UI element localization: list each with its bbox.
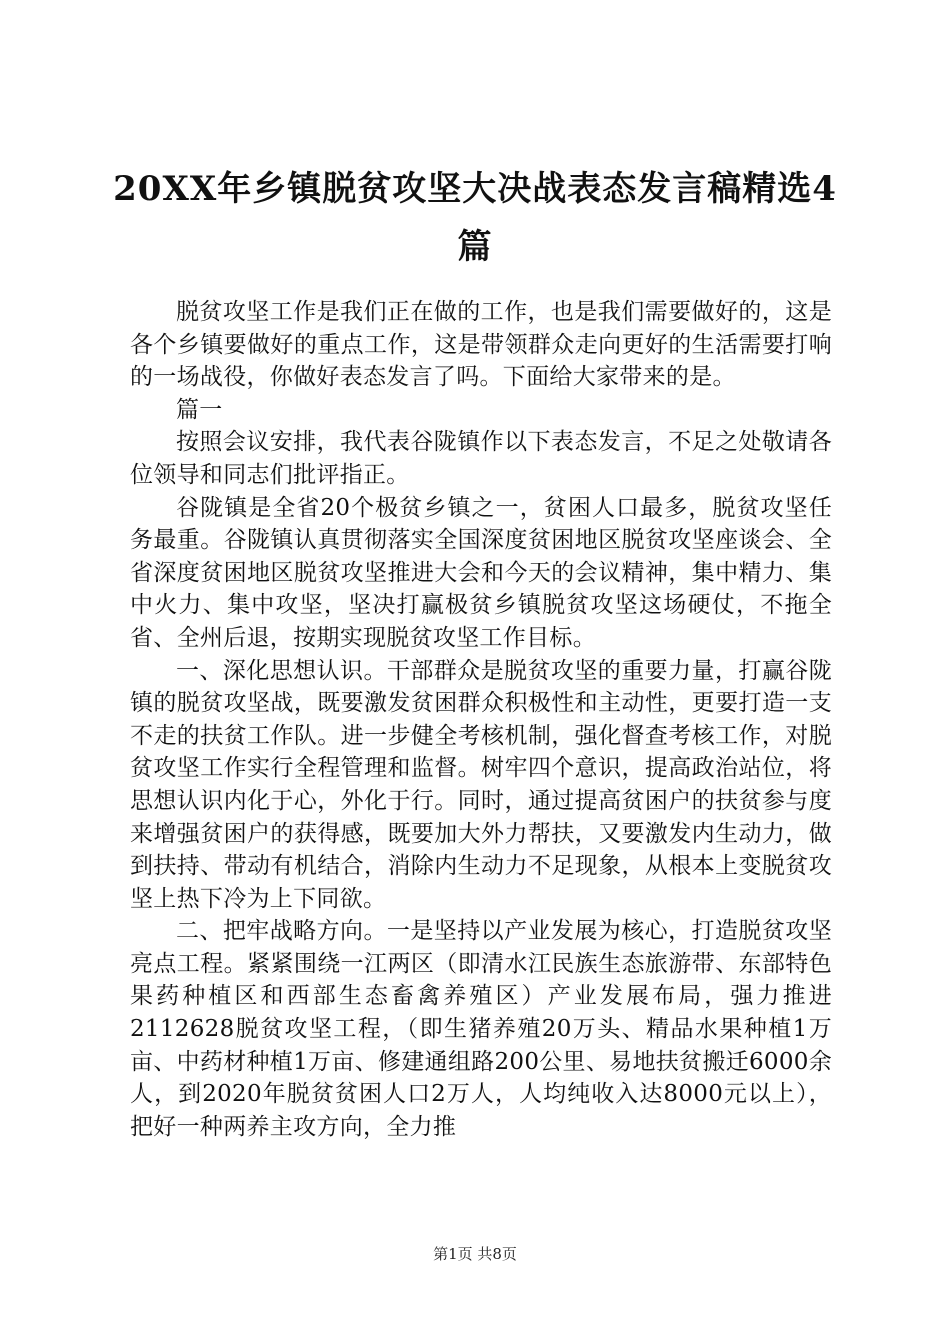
document-body <box>130 296 832 1143</box>
paragraph-opening: 按照会议安排，我代表谷陇镇作以下表态发言，不足之处敬请各位领导和同志们批评指正。 <box>130 429 832 488</box>
paragraph-section-heading: 篇一 <box>176 396 223 423</box>
paragraph-background: 谷陇镇是全省20个极贫乡镇之一，贫困人口最多，脱贫攻坚任务最重。谷陇镇认真贯彻落实全国深度贫困地区脱贫攻坚座谈会、全省深度贫困地区脱贫攻坚推进大会和今天的会议精神，集中精力、集中火力、集中攻坚，坚决打赢极贫乡镇脱贫攻坚这场硬仗，不拖全省、全州后退，按期实现脱贫攻坚工作目标。 <box>130 494 832 651</box>
paragraph-point-two: 二、把牢战略方向。一是坚持以产业发展为核心，打造脱贫攻坚亮点工程。紧紧围绕一江两区（即清水江民族生态旅游带、东部特色果药种植区和西部生态畜禽养殖区）产业发展布局，强力推进2112628脱贫攻坚工程，（即生猪养殖20万头、精品水果种植1万亩、中药材种植1万亩、修建通组路200公里、易地扶贫搬迁6000余人，到2020年脱贫贫困人口2万人，人均纯收入达8000元以上），把好一种两养主攻方向，全力推 <box>130 918 832 1140</box>
paragraph-intro: 脱贫攻坚工作是我们正在做的工作，也是我们需要做好的，这是各个乡镇要做好的重点工作，这是带领群众走向更好的生活需要打响的一场战役，你做好表态发言了吗。下面给大家带来的是。 <box>130 299 832 391</box>
paragraph-point-one: 一、深化思想认识。干部群众是脱贫攻坚的重要力量，打赢谷陇镇的脱贫攻坚战，既要激发贫困群众积极性和主动性，更要打造一支不走的扶贫工作队。进一步健全考核机制，强化督查考核工作，对脱贫攻坚工作实行全程管理和监督。树牢四个意识，提高政治站位，将思想认识内化于心，外化于行。同时，通过提高贫困户的扶贫参与度来增强贫困户的获得感，既要加大外力帮扶，又要激发内生动力，做到扶持、带动有机结合，消除内生动力不足现象，从根本上变脱贫攻坚上热下冷为上下同欲。 <box>130 657 832 912</box>
document-title: 20XX年乡镇脱贫攻坚大决战表态发言稿精选4篇 <box>113 169 837 267</box>
page-number-footer: 第1页 共8页 <box>433 1245 517 1263</box>
